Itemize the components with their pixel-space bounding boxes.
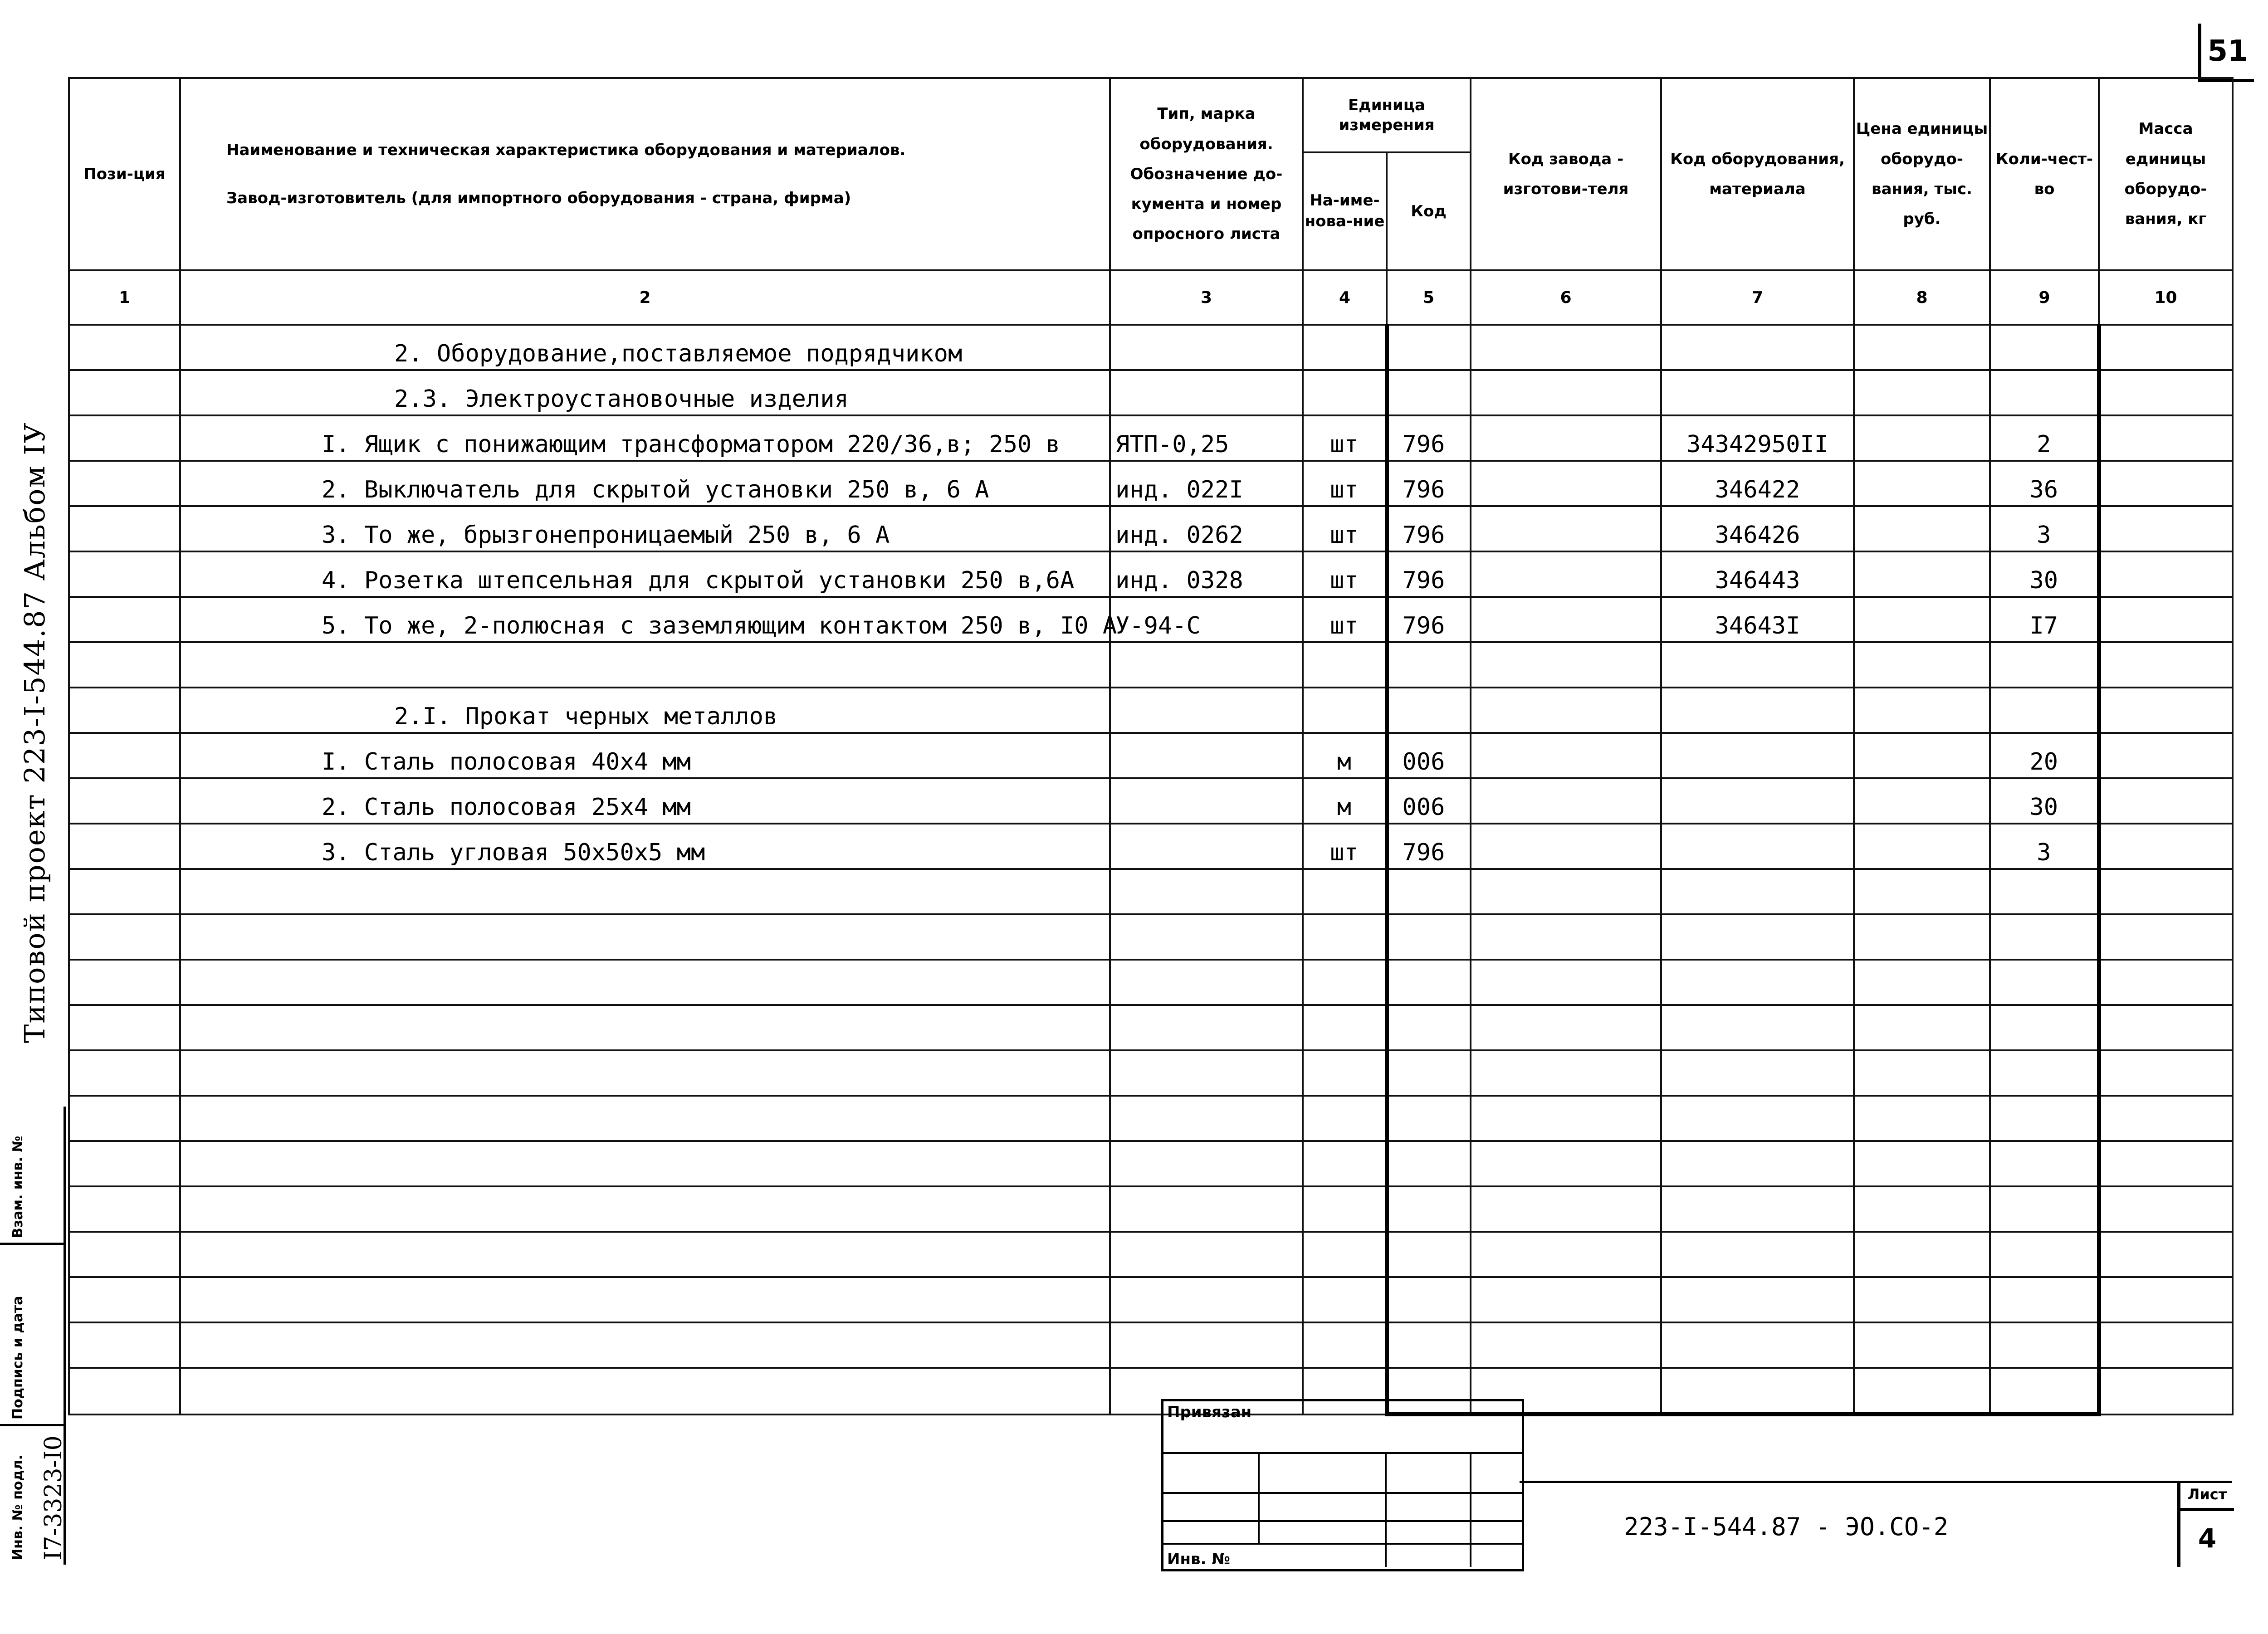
column-number: 6 [1471,270,1661,325]
column-number: 9 [1990,270,2099,325]
item-name [180,1050,1110,1096]
unit-price [1854,914,1990,960]
equipment-code [1661,869,1854,914]
unit-mass [2099,597,2233,642]
item-type [1110,1277,1303,1322]
equipment-code: 346422 [1661,461,1854,506]
factory-code [1471,1096,1661,1141]
unit-mass [2099,551,2233,597]
unit-name: шт [1303,824,1387,869]
table-row [69,1141,2233,1186]
quantity [1990,1096,2099,1141]
unit-price [1854,325,1990,370]
quantity [1990,1277,2099,1322]
specification-table [68,77,2234,1416]
unit-price [1854,869,1990,914]
factory-code [1471,688,1661,733]
equipment-code [1661,1050,1854,1096]
unit-code: 006 [1387,778,1471,824]
factory-code [1471,551,1661,597]
factory-code [1471,506,1661,551]
quantity [1990,1322,2099,1368]
unit-price [1854,461,1990,506]
unit-name [1303,914,1387,960]
equipment-code [1661,778,1854,824]
unit-price [1854,642,1990,688]
position-cell [69,1141,180,1186]
item-name [180,960,1110,1005]
header-name-line2: Завод-изготовитель (для импортного оборудования - страна, фирма) [226,189,851,207]
factory-code [1471,733,1661,778]
unit-mass [2099,960,2233,1005]
page-number: 51 [2198,24,2254,82]
inv-number-label: Инв. № [1167,1550,1231,1568]
factory-code [1471,869,1661,914]
unit-price [1854,688,1990,733]
table-row [69,461,2233,506]
table-row [69,415,2233,461]
item-name: 2.3. Электроустановочные изделия [180,370,1110,415]
document-number: 223-I-544.87 - ЭО.СО-2 [1624,1512,1949,1541]
unit-mass [2099,642,2233,688]
table-row [69,1050,2233,1096]
unit-code: 796 [1387,415,1471,461]
quantity: 30 [1990,778,2099,824]
item-type [1110,869,1303,914]
stamp-inv-podl: Инв. № подл. [10,1454,26,1560]
unit-code: 796 [1387,824,1471,869]
table-row [69,506,2233,551]
position-cell [69,642,180,688]
unit-code [1387,1005,1471,1050]
header-unit-code: Код [1387,152,1471,270]
factory-code [1471,1005,1661,1050]
quantity [1990,869,2099,914]
quantity [1990,1141,2099,1186]
factory-code [1471,415,1661,461]
header-unit-group: Единица измерения [1303,78,1471,152]
unit-code [1387,642,1471,688]
unit-code [1387,960,1471,1005]
unit-price [1854,1277,1990,1322]
item-type [1110,1096,1303,1141]
table-row [69,1232,2233,1277]
position-cell [69,1096,180,1141]
unit-name: шт [1303,551,1387,597]
item-type: ЯТП-0,25 [1110,415,1303,461]
item-type [1110,960,1303,1005]
position-cell [69,597,180,642]
item-name: I. Ящик с понижающим трансформатором 220/36,в; 250 в [180,415,1110,461]
quantity: 3 [1990,824,2099,869]
unit-price [1854,1232,1990,1277]
factory-code [1471,370,1661,415]
quantity [1990,688,2099,733]
item-name: 3. Сталь угловая 50х50х5 мм [180,824,1110,869]
unit-price [1854,597,1990,642]
item-type [1110,778,1303,824]
sheet-label: Лист [2180,1481,2234,1511]
unit-code [1387,688,1471,733]
unit-code [1387,1232,1471,1277]
unit-mass [2099,869,2233,914]
position-cell [69,415,180,461]
position-cell [69,1322,180,1368]
equipment-code: 346443 [1661,551,1854,597]
unit-mass [2099,1368,2233,1415]
position-cell [69,960,180,1005]
unit-price [1854,506,1990,551]
table-row [69,597,2233,642]
column-number: 1 [69,270,180,325]
equipment-code [1661,1277,1854,1322]
unit-code: 796 [1387,506,1471,551]
equipment-code [1661,1096,1854,1141]
item-type [1110,1232,1303,1277]
specification-body [69,325,2233,1415]
position-cell [69,1050,180,1096]
factory-code [1471,914,1661,960]
factory-code [1471,1050,1661,1096]
header-name [180,78,1110,270]
unit-mass [2099,1096,2233,1141]
unit-name: шт [1303,461,1387,506]
quantity [1990,1050,2099,1096]
column-number: 7 [1661,270,1854,325]
equipment-code [1661,1141,1854,1186]
item-name: 5. То же, 2-полюсная с заземляющим контактом 250 в, I0 А [180,597,1110,642]
unit-price [1854,1322,1990,1368]
unit-name [1303,869,1387,914]
unit-name [1303,688,1387,733]
header-qty: Коли-чест-во [1990,78,2099,270]
table-row [69,642,2233,688]
position-cell [69,1368,180,1415]
column-number: 3 [1110,270,1303,325]
quantity [1990,960,2099,1005]
table-row [69,1277,2233,1322]
table-row [69,1186,2233,1232]
table-row [69,869,2233,914]
position-cell [69,506,180,551]
stamp-signature-date: Подпись и дата [10,1296,26,1419]
item-type [1110,1322,1303,1368]
unit-name [1303,1005,1387,1050]
position-cell [69,869,180,914]
unit-price [1854,551,1990,597]
quantity [1990,370,2099,415]
item-name: 2. Сталь полосовая 25х4 мм [180,778,1110,824]
equipment-code: 346426 [1661,506,1854,551]
equipment-code: 34643I [1661,597,1854,642]
item-name [180,1232,1110,1277]
unit-price [1854,370,1990,415]
unit-name: м [1303,733,1387,778]
unit-code [1387,1050,1471,1096]
unit-name: шт [1303,506,1387,551]
equipment-code [1661,325,1854,370]
header-position: Пози-ция [69,78,180,270]
item-type: инд. 0262 [1110,506,1303,551]
unit-mass [2099,778,2233,824]
item-name: 2. Выключатель для скрытой установки 250 в, 6 А [180,461,1110,506]
table-row [69,325,2233,370]
item-type [1110,733,1303,778]
item-name: 2. Оборудование,поставляемое подрядчиком [180,325,1110,370]
unit-price [1854,415,1990,461]
unit-name [1303,960,1387,1005]
table-row [69,1322,2233,1368]
unit-mass [2099,506,2233,551]
unit-code [1387,325,1471,370]
item-type: инд. 0328 [1110,551,1303,597]
position-cell [69,325,180,370]
factory-code [1471,1277,1661,1322]
header-name-line1: Наименование и техническая характеристика оборудования и материалов. [226,141,906,159]
item-name [180,1186,1110,1232]
item-name: I. Сталь полосовая 40х4 мм [180,733,1110,778]
equipment-code [1661,914,1854,960]
table-row [69,778,2233,824]
item-name: 4. Розетка штепсельная для скрытой установки 250 в,6А [180,551,1110,597]
position-cell [69,824,180,869]
unit-name: шт [1303,597,1387,642]
binding-stamp [1161,1399,1524,1571]
unit-code [1387,1277,1471,1322]
unit-price [1854,960,1990,1005]
item-name [180,642,1110,688]
position-cell [69,1005,180,1050]
column-number: 5 [1387,270,1471,325]
unit-name: м [1303,778,1387,824]
table-row [69,733,2233,778]
factory-code [1471,461,1661,506]
unit-price [1854,733,1990,778]
quantity [1990,642,2099,688]
position-cell [69,733,180,778]
unit-mass [2099,1005,2233,1050]
factory-code [1471,1232,1661,1277]
header-mass: Масса единицы оборудо-вания, кг [2099,78,2233,270]
header-price: Цена единицы оборудо-вания, тыс. руб. [1854,78,1990,270]
binding-label: Привязан [1167,1403,1252,1421]
column-number: 10 [2099,270,2233,325]
quantity: 30 [1990,551,2099,597]
factory-code [1471,1322,1661,1368]
item-type [1110,824,1303,869]
item-name: 3. То же, брызгонепроницаемый 250 в, 6 А [180,506,1110,551]
position-cell [69,551,180,597]
quantity: 20 [1990,733,2099,778]
unit-price [1854,1096,1990,1141]
item-name [180,914,1110,960]
table-row [69,551,2233,597]
unit-name [1303,1050,1387,1096]
factory-code [1471,778,1661,824]
item-type [1110,1050,1303,1096]
unit-code [1387,869,1471,914]
quantity [1990,1232,2099,1277]
unit-code: 796 [1387,597,1471,642]
unit-price [1854,778,1990,824]
unit-mass [2099,824,2233,869]
position-cell [69,1277,180,1322]
item-name [180,1141,1110,1186]
quantity [1990,325,2099,370]
column-number: 4 [1303,270,1387,325]
unit-mass [2099,325,2233,370]
item-name [180,1005,1110,1050]
position-cell [69,1186,180,1232]
factory-code [1471,642,1661,688]
quantity: 36 [1990,461,2099,506]
unit-name [1303,1141,1387,1186]
header-type: Тип, марка оборудования. Обозначение до-кумента и номер опросного листа [1110,78,1303,270]
unit-mass [2099,1232,2233,1277]
quantity [1990,914,2099,960]
item-name [180,1322,1110,1368]
column-number: 2 [180,270,1110,325]
unit-mass [2099,461,2233,506]
item-type [1110,914,1303,960]
unit-code [1387,914,1471,960]
item-name: 2.I. Прокат черных металлов [180,688,1110,733]
unit-code: 006 [1387,733,1471,778]
item-name [180,1096,1110,1141]
item-type: У-94-С [1110,597,1303,642]
unit-name [1303,370,1387,415]
equipment-code [1661,960,1854,1005]
table-row [69,824,2233,869]
unit-price [1854,1050,1990,1096]
equipment-code: 34342950II [1661,415,1854,461]
factory-code [1471,597,1661,642]
unit-mass [2099,914,2233,960]
equipment-code [1661,688,1854,733]
unit-code: 796 [1387,461,1471,506]
table-row [69,1096,2233,1141]
factory-code [1471,824,1661,869]
item-name [180,869,1110,914]
unit-mass [2099,415,2233,461]
equipment-code [1661,824,1854,869]
quantity [1990,1005,2099,1050]
item-type [1110,1005,1303,1050]
factory-code [1471,325,1661,370]
unit-mass [2099,1141,2233,1186]
unit-name [1303,1322,1387,1368]
unit-code [1387,1096,1471,1141]
unit-name: шт [1303,415,1387,461]
unit-name [1303,642,1387,688]
equipment-code [1661,370,1854,415]
position-cell [69,778,180,824]
album-title: Типовой проект 223-I-544.87 Альбом IУ [18,422,51,1043]
quantity [1990,1368,2099,1415]
item-name [180,1277,1110,1322]
equipment-code [1661,733,1854,778]
header-equip-code: Код оборудования, материала [1661,78,1854,270]
table-row [69,914,2233,960]
unit-price [1854,1186,1990,1232]
unit-code [1387,370,1471,415]
factory-code [1471,1186,1661,1232]
quantity: 2 [1990,415,2099,461]
inventory-code: I7-3323-I0 [40,1435,67,1560]
item-type [1110,688,1303,733]
equipment-code [1661,1186,1854,1232]
item-type [1110,1186,1303,1232]
header-factory-code: Код завода - изготови-теля [1471,78,1661,270]
equipment-code [1661,642,1854,688]
unit-price [1854,1005,1990,1050]
unit-mass [2099,1277,2233,1322]
item-name [180,1368,1110,1415]
position-cell [69,688,180,733]
unit-name [1303,1232,1387,1277]
equipment-code [1661,1232,1854,1277]
table-row [69,1005,2233,1050]
unit-mass [2099,733,2233,778]
unit-price [1854,1141,1990,1186]
quantity: 3 [1990,506,2099,551]
position-cell [69,370,180,415]
sheet-number: 4 [2198,1523,2217,1554]
item-type [1110,325,1303,370]
equipment-code [1661,1322,1854,1368]
factory-code [1471,1141,1661,1186]
position-cell [69,914,180,960]
equipment-code [1661,1005,1854,1050]
sheet-box [2177,1481,2234,1567]
factory-code [1471,960,1661,1005]
table-row [69,370,2233,415]
unit-name [1303,1096,1387,1141]
item-type: инд. 022I [1110,461,1303,506]
position-cell [69,1232,180,1277]
unit-mass [2099,370,2233,415]
unit-code [1387,1141,1471,1186]
unit-name [1303,1277,1387,1322]
column-number: 8 [1854,270,1990,325]
unit-code: 796 [1387,551,1471,597]
header-unit-name: На-име-нова-ние [1303,152,1387,270]
quantity: I7 [1990,597,2099,642]
equipment-code [1661,1368,1854,1415]
table-row [69,1368,2233,1415]
quantity [1990,1186,2099,1232]
unit-code [1387,1186,1471,1232]
item-type [1110,642,1303,688]
unit-mass [2099,1186,2233,1232]
unit-price [1854,824,1990,869]
unit-mass [2099,688,2233,733]
stamp-vzam-inv: Взам. инв. № [10,1136,26,1238]
position-cell [69,461,180,506]
unit-code [1387,1322,1471,1368]
item-type [1110,370,1303,415]
item-type [1110,1141,1303,1186]
table-row [69,688,2233,733]
unit-mass [2099,1050,2233,1096]
table-row [69,960,2233,1005]
unit-name [1303,325,1387,370]
unit-price [1854,1368,1990,1415]
unit-mass [2099,1322,2233,1368]
unit-name [1303,1186,1387,1232]
